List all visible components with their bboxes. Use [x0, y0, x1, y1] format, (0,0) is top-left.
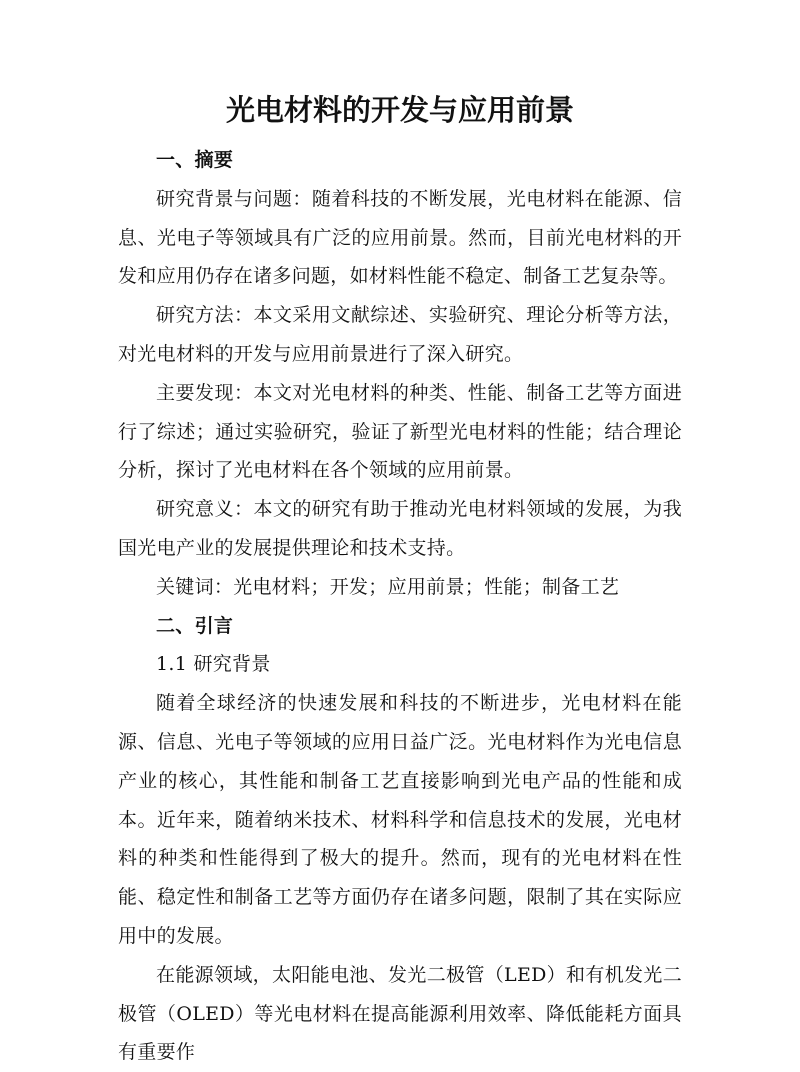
keywords-line: 关键词：光电材料；开发；应用前景；性能；制备工艺 [156, 575, 620, 598]
subsection-heading-1-1: 1.1 研究背景 [156, 653, 271, 676]
document-body [118, 141, 682, 1072]
abstract-heading: 一、摘要 [156, 149, 234, 171]
introduction-paragraph-2: 在能源领域，太阳能电池、发光二极管（LED）和有机发光二极管（OLED）等光电材料在提高能源利用效率、降低能耗方面具有重要作 [118, 963, 682, 1064]
introduction-heading: 二、引言 [156, 614, 234, 637]
document-title: 光电材料的开发与应用前景 [225, 93, 574, 127]
abstract-findings-paragraph: 主要发现：本文对光电材料的种类、性能、制备工艺等方面进行了综述；通过实验研究，验证了新型光电材料的性能；结合理论分析，探讨了光电材料在各个领域的应用前景。 [118, 381, 682, 482]
introduction-paragraph-1: 随着全球经济的快速发展和科技的不断进步，光电材料在能源、信息、光电子等领域的应用日益广泛。光电材料作为光电信息产业的核心，其性能和制备工艺直接影响到光电产品的性能和成本。近年来，随着纳米技术、材料科学和信息技术的发展，光电材料的种类和性能得到了极大的提升。然而，现有的光电材料在性能、稳定性和制备工艺等方面仍存在诸多问题，限制了其在实际应用中的发展。 [118, 692, 682, 947]
abstract-background-paragraph: 研究背景与问题：随着科技的不断发展，光电材料在能源、信息、光电子等领域具有广泛的应用前景。然而，目前光电材料的开发和应用仍存在诸多问题，如材料性能不稳定、制备工艺复杂等。 [118, 187, 682, 288]
abstract-significance-paragraph: 研究意义：本文的研究有助于推动光电材料领域的发展，为我国光电产业的发展提供理论和技术支持。 [118, 498, 682, 559]
abstract-methods-paragraph: 研究方法：本文采用文献综述、实验研究、理论分析等方法，对光电材料的开发与应用前景进行了深入研究。 [118, 304, 682, 365]
